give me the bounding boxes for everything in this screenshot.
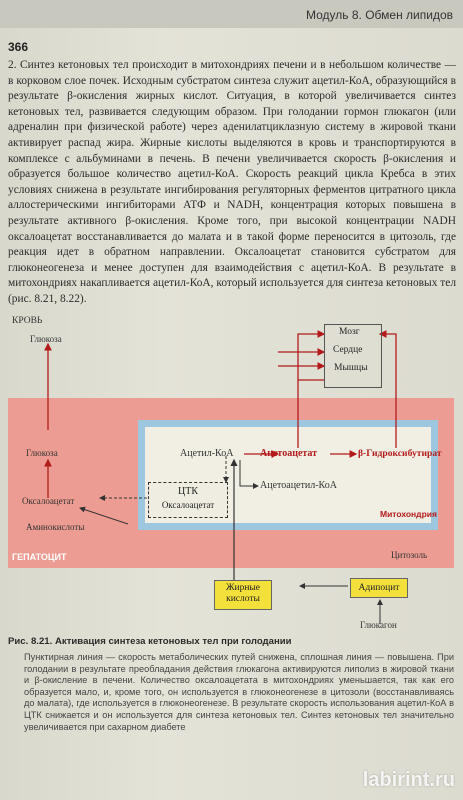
hepatocyte-label: ГЕПАТОЦИТ <box>12 552 67 562</box>
adipocyte-label: Адипоцит <box>358 583 400 593</box>
figure-caption: Рис. 8.21. Активация синтеза кетоновых тел при голодании <box>8 636 292 647</box>
labirint-watermark <box>363 769 455 792</box>
glucose-blood-label: Глюкоза <box>30 334 62 344</box>
blood-label: КРОВЬ <box>12 316 43 326</box>
body-text <box>8 58 456 308</box>
module-title: Модуль 8. Обмен липидов <box>306 8 453 22</box>
ketone-synthesis-diagram <box>8 300 454 630</box>
acetyl-coa-label: Ацетил-КоА <box>180 448 234 459</box>
figure-notes <box>24 652 454 733</box>
glucose-cytosol-label: Глюкоза <box>26 448 58 458</box>
glucagon-label: Глюкагон <box>360 620 397 630</box>
page-number: 366 <box>8 40 29 54</box>
watermark-text: labirint.ru <box>362 769 455 791</box>
adipocyte-box <box>350 578 408 598</box>
organ-heart: Сердце <box>333 345 363 355</box>
tca-label: ЦТК <box>178 486 198 497</box>
hydroxybutyrate-label: β-Гидроксибутират <box>358 448 442 459</box>
tca-oxaloacetate-label: Оксалоацетат <box>161 500 215 510</box>
fatty-acids-label-2: кислоты <box>226 594 260 604</box>
page-header <box>0 0 463 28</box>
organ-muscles: Мышцы <box>334 363 368 373</box>
tca-cycle-box <box>148 482 228 518</box>
oxaloacetate-cytosol-label: Оксалоацетат <box>22 496 75 506</box>
fatty-acids-box <box>214 580 272 610</box>
amino-acids-label: Аминокислоты <box>26 522 85 532</box>
acetoacetyl-coa-label: Ацетоацетил-КоА <box>260 480 337 491</box>
fatty-acids-label-1: Жирные <box>225 583 261 593</box>
acetoacetate-label: Ацетоацетат <box>260 448 318 459</box>
mitochondrion-label: Митохондрия <box>380 509 437 519</box>
figure-notes-text: Пунктирная линия — скорость метаболических путей снижена, сплошная линия — повышена. При голодании в результате преобладания действия глюкагона активируются липолиз в жировой ткани и β-окисление в печени. Количество оксалоацетата в митохондриях уменьшается, так как его образуется мало, и, кроме того, он используется в глюконеогенезе в цитозоли (восстанавливаясь до малата), где используется в глюконеогенезе. В результате скорость использования ацетил-КоА в ЦТК снижается и он используется для синтеза кетоновых тел. Синтез кетоновых тел значительно увеличивается при сахарном диабете <box>24 652 454 732</box>
organ-brain: Мозг <box>339 327 360 337</box>
body-paragraph: 2. Синтез кетоновых тел происходит в митохондриях печени и в небольшом количестве — в корковом слое почек. Исходным субстратом синтеза служит ацетил-КоА, образующийся в результате β-окисления жирных кислот. Ситуация, в которой увеличивается синтез кетоновых тел, развивается следующим образом. При голодании гормон глюкагон (или адреналин при физической работе) через аденилатциклазную систему в жировой ткани активирует распад жира. Жирные кислоты выделяются в кровь и транспортируются в комплексе с альбуминами в печень. В печени увеличивается скорость β-окисления и образуется большое количество ацетил-КоА. Скорость реакций цикла Кребса в этих условиях снижена в результате ингибирования регуляторных ферментов цитратного цикла аллостерическими ингибиторами АТФ и NADH, концентрация которых повышена в результате активного β-окисления. Кроме того, при высокой концентрации NADH оксалоацетат восстанавливается до малата и в такой форме переносится в цитозоль, где реакция идет в обратном направлении. Оксалоацетат становится субстратом для глюконеогенеза и менее доступен для взаимодействия с ацетил-КоА. В результате в митохондриях накапливается ацетил-КоА, который используется для синтеза кетоновых тел (рис. 8.21, 8.22). <box>8 59 456 305</box>
cytosol-label: Цитозоль <box>391 550 428 560</box>
